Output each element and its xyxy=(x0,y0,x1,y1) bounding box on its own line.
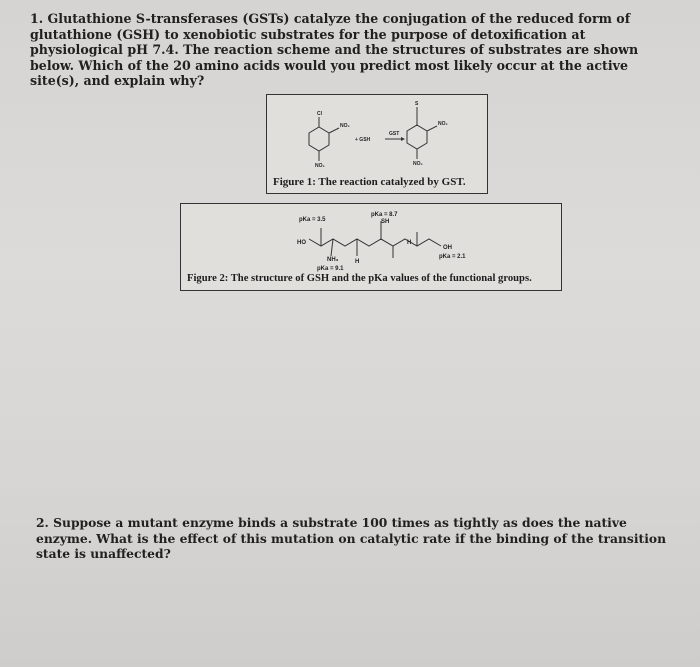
figure-2-caption: Figure 2: The structure of GSH and the pKa values of the functional groups. xyxy=(187,273,532,284)
gst-label: GST xyxy=(389,131,400,137)
pka-sh-label: pKa = 8.7 xyxy=(371,212,398,218)
no2-bottom-right-label: NO₂ xyxy=(413,161,423,167)
oh-label: OH xyxy=(443,245,452,251)
figure-1-box xyxy=(266,94,488,194)
pka-right-label: pKa = 2.1 xyxy=(439,254,466,260)
ho-label: HO xyxy=(297,240,306,246)
no2-right-label: NO₂ xyxy=(438,121,448,127)
figure-2-box xyxy=(180,203,562,291)
nh3-label: NH₃ xyxy=(327,257,339,263)
question-1-text: 1. Glutathione S-transferases (GSTs) catalyze the conjugation of the reduced form of glutathione (GSH) to xenobiotic substrates for the purpose of detoxification at physiological pH 7.4. The reaction scheme and the structures of substrates are shown below. Which of the 20 amino acids would you predict most likely occur at the active site(s), and explain why? xyxy=(30,11,639,88)
no2-bottom-left-label: NO₂ xyxy=(315,163,325,169)
figure-1-caption: Figure 1: The reaction catalyzed by GST. xyxy=(273,176,466,188)
pka-left-label: pKa = 3.5 xyxy=(299,217,326,223)
h-label-1: H xyxy=(355,259,360,265)
pka-bottom-label: pKa = 9.1 xyxy=(317,266,344,272)
plus-gsh-label: + GSH xyxy=(355,137,371,143)
s-top-label: S xyxy=(415,101,419,107)
question-2-text: 2. Suppose a mutant enzyme binds a substrate 100 times as tightly as does the native enzyme. What is the effect of this mutation on catalytic rate if the binding of the transition state is unaffected? xyxy=(36,515,667,561)
cl-label: Cl xyxy=(317,111,322,117)
h-label-2: H xyxy=(407,240,412,246)
sh-label: SH xyxy=(381,219,390,225)
no2-top-label: NO₂ xyxy=(340,123,350,129)
